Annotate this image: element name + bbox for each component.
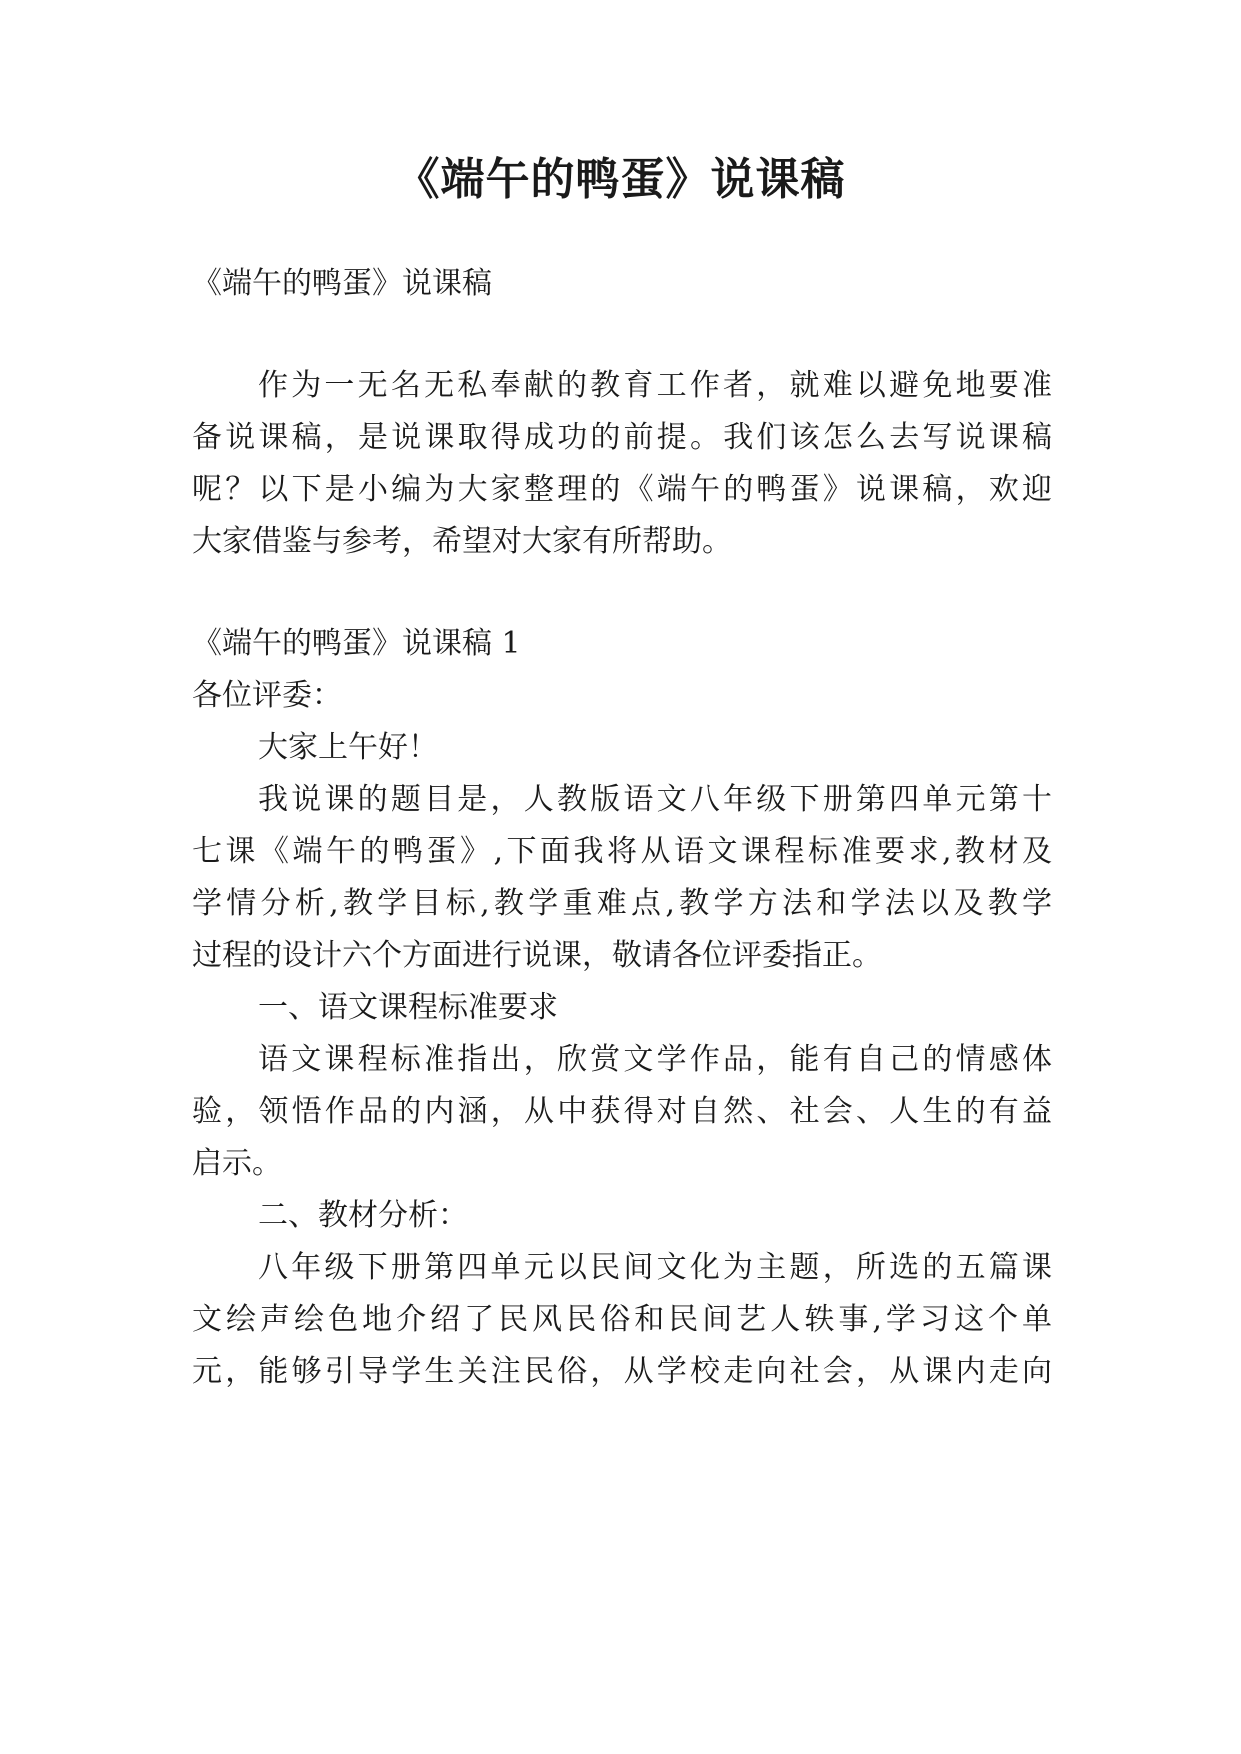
intro-line-4: 大家借鉴与参考，希望对大家有所帮助。 (192, 524, 732, 559)
paragraph-1-line-3: 学情分析,教学目标,教学重难点,教学方法和学法以及教学 (192, 886, 1052, 921)
greeting: 大家上午好！ (258, 730, 438, 765)
paragraph-2-line-2: 验，领悟作品的内涵，从中获得对自然、社会、人生的有益 (192, 1094, 1052, 1129)
paragraph-1-line-1: 我说课的题目是，人教版语文八年级下册第四单元第十 (258, 782, 1052, 817)
intro-line-3: 呢？以下是小编为大家整理的《端午的鸭蛋》说课稿，欢迎 (192, 472, 1052, 507)
paragraph-2-line-1: 语文课程标准指出，欣赏文学作品，能有自己的情感体 (258, 1042, 1052, 1077)
paragraph-1-line-4: 过程的设计六个方面进行说课，敬请各位评委指正。 (192, 938, 882, 973)
paragraph-3-line-1: 八年级下册第四单元以民间文化为主题，所选的五篇课 (258, 1250, 1052, 1285)
salutation: 各位评委： (192, 678, 342, 713)
section-heading: 《端午的鸭蛋》说课稿 1 (192, 626, 521, 661)
paragraph-2-line-3: 启示。 (192, 1146, 282, 1181)
paragraph-3-line-3: 元，能够引导学生关注民俗，从学校走向社会，从课内走向 (192, 1354, 1052, 1389)
intro-line-2: 备说课稿，是说课取得成功的前提。我们该怎么去写说课稿 (192, 420, 1052, 455)
document-title: 《端午的鸭蛋》说课稿 (395, 154, 846, 205)
intro-line-1: 作为一无名无私奉献的教育工作者，就难以避免地要准 (258, 368, 1052, 403)
paragraph-1-line-2: 七课《端午的鸭蛋》,下面我将从语文课程标准要求,教材及 (192, 834, 1052, 869)
document-subtitle: 《端午的鸭蛋》说课稿 (192, 266, 492, 301)
heading-2: 二、教材分析： (258, 1198, 468, 1233)
paragraph-3-line-2: 文绘声绘色地介绍了民风民俗和民间艺人轶事,学习这个单 (192, 1302, 1052, 1337)
heading-1: 一、语文课程标准要求 (258, 990, 558, 1025)
